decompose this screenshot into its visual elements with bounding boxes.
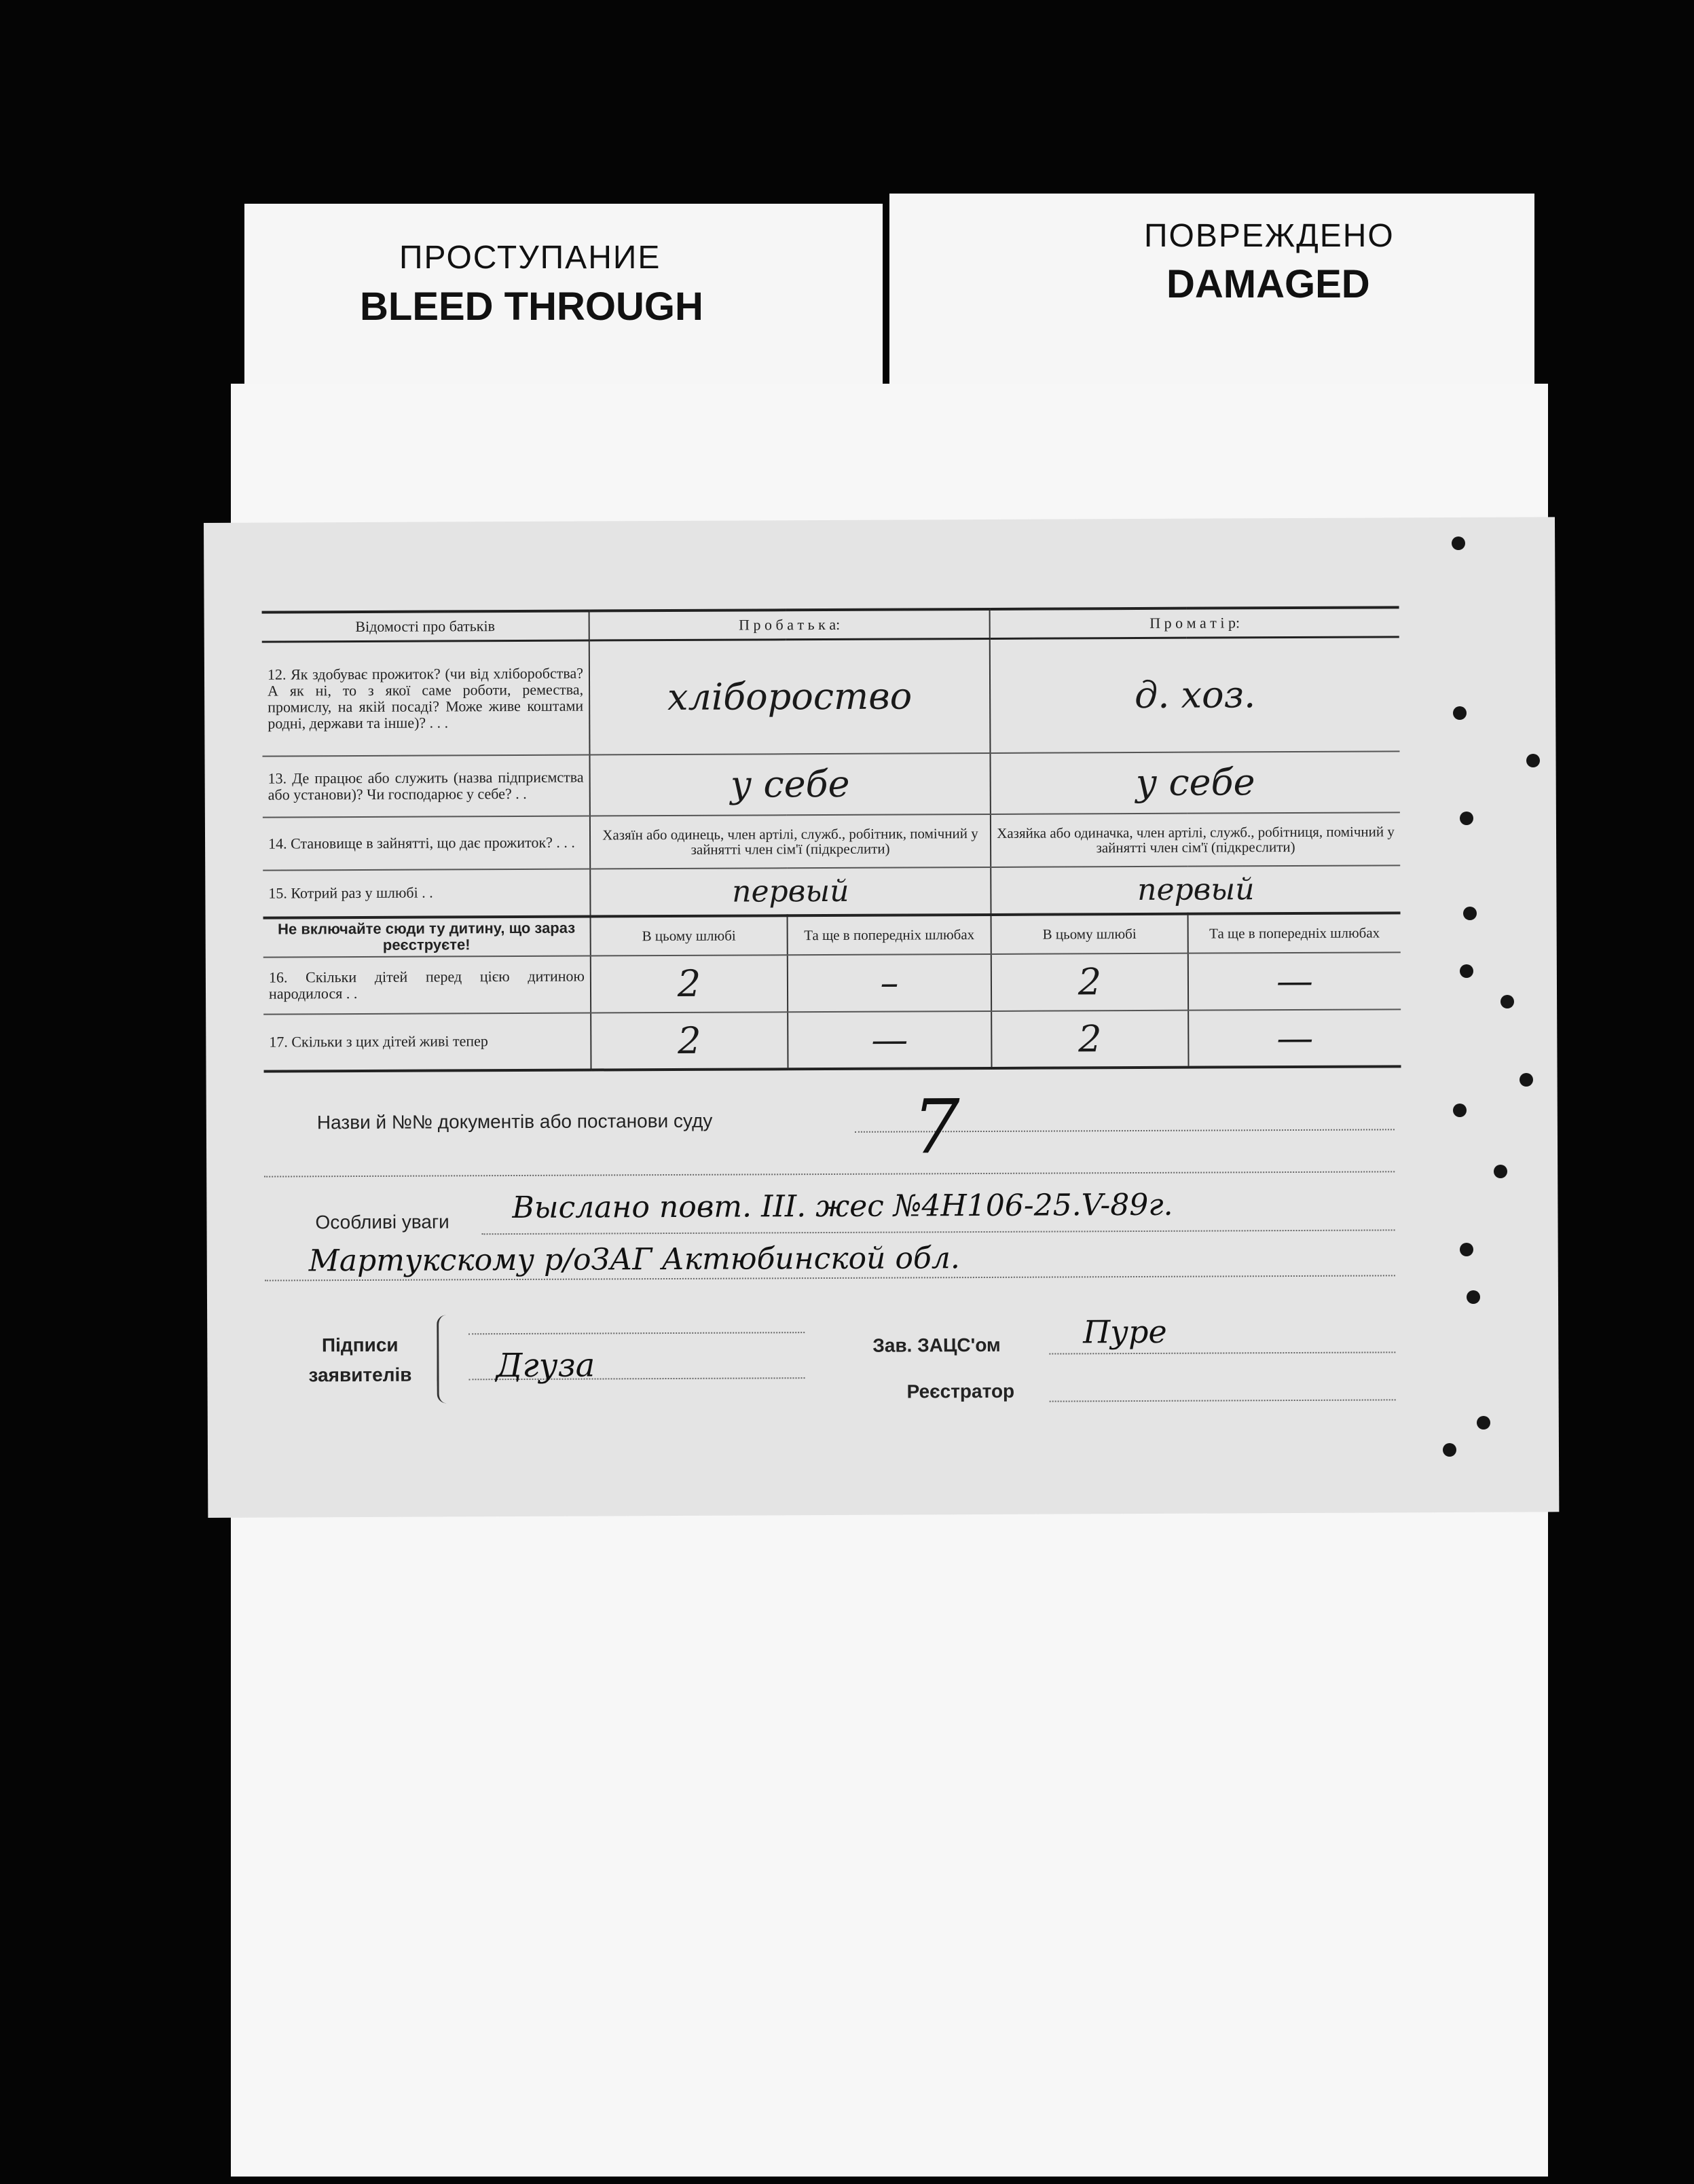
- damage-hole: [1453, 1104, 1467, 1117]
- father-in-prev-marriages-header: Та ще в попередніх шлюбах: [788, 914, 991, 954]
- header-father: П р о б а т ь к а:: [589, 609, 990, 640]
- damage-hole: [1463, 907, 1477, 920]
- q15-label: 15. Котрий раз у шлюбі . .: [263, 869, 590, 917]
- notes-line2: Мартукскому р/оЗАГ Актюбинской обл.: [308, 1241, 960, 1279]
- damage-hole: [1460, 964, 1473, 978]
- q13-label: 13. Де працює або служить (назва підприємства або установи)? Чи господарює у себе? . .: [262, 754, 589, 817]
- damaged-label-sheet: [889, 194, 1534, 397]
- table-header-row: [262, 607, 1399, 642]
- damage-hole: [1477, 1416, 1490, 1430]
- q15-mother: первый: [991, 865, 1400, 915]
- q17-father-this: 2: [591, 1012, 788, 1070]
- damage-hole: [1452, 536, 1465, 550]
- q16-mother-this: 2: [991, 953, 1188, 1011]
- table-row: [262, 637, 1400, 756]
- applicant-signature: Дгуза: [496, 1346, 595, 1385]
- registrar-label: Реєстратор: [906, 1380, 1015, 1402]
- father-in-this-marriage-header: В цьому шлюбі: [591, 915, 788, 956]
- damaged-label-en: DAMAGED: [1166, 262, 1370, 306]
- table-row: [262, 751, 1399, 817]
- q16-father-prev: –: [788, 953, 991, 1011]
- header-parents-info: Відомості про батьків: [262, 611, 589, 642]
- head-sig-line: [1049, 1351, 1395, 1354]
- q12-father: хлібороство: [589, 638, 991, 754]
- q12-label: 12. Як здобуває прожиток? (чи від хліборобства? А як ні, то з якої саме роботи, ремества, промислу, на якій посаді? Може живе коштами родні, держави та інше)? . . .: [262, 640, 590, 756]
- head-signature: Пуре: [1083, 1313, 1167, 1351]
- documents-label: Назви й №№ документів або постанови суду: [316, 1110, 713, 1133]
- note-label: Не включайте сюди ту дитину, що зараз реєструєте!: [263, 916, 591, 957]
- q15-father: первый: [590, 867, 991, 916]
- damage-hole: [1526, 754, 1540, 767]
- notes-label: Особливі уваги: [315, 1211, 449, 1233]
- table-row: [263, 812, 1400, 870]
- q17-mother-prev: —: [1188, 1009, 1401, 1067]
- form-card: [204, 517, 1559, 1518]
- notes-line: [482, 1229, 1395, 1235]
- q13-father: у себе: [589, 752, 990, 816]
- damaged-label-ru: ПОВРЕЖДЕНО: [1144, 218, 1395, 254]
- table-row: [263, 913, 1401, 957]
- mother-in-this-marriage-header: В цьому шлюбі: [991, 913, 1188, 953]
- parents-info-table: [262, 606, 1401, 1072]
- bleed-through-label-sheet: [244, 204, 883, 401]
- damage-hole: [1467, 1290, 1480, 1304]
- q14-label: 14. Становище в зайнятті, що дає прожиток? . . .: [263, 816, 590, 870]
- notes-line1: Выслано повт. III. жес №4Н106-25.V-89г.: [512, 1187, 1173, 1226]
- q14-mother: Хазяйка або одиначка, член артілі, служб., робітниця, помічний у зайнятті член сім'ї (підкреслити): [991, 812, 1400, 867]
- documents-line-2: [264, 1171, 1395, 1177]
- damage-hole: [1460, 1243, 1473, 1256]
- table-row: [263, 1009, 1401, 1071]
- applicants-brace: [437, 1315, 453, 1403]
- q14-father: Хазяїн або одинець, член артілі, служб., робітник, помічний у зайнятті член сім'ї (підкреслити): [590, 814, 991, 869]
- q12-mother: д. хоз.: [990, 637, 1400, 753]
- applicants-signatures-label: Підписи заявителів: [308, 1334, 412, 1386]
- q16-label: 16. Скільки дітей перед цією дитиною народилося . .: [263, 956, 591, 1014]
- damage-hole: [1453, 706, 1467, 720]
- applicant-sig-line-1: [468, 1332, 805, 1334]
- registrar-sig-line: [1050, 1399, 1396, 1402]
- damage-hole: [1494, 1165, 1507, 1178]
- q16-father-this: 2: [591, 955, 788, 1013]
- head-zags-label: Зав. ЗАЦС'ом: [872, 1334, 1001, 1356]
- mother-in-prev-marriages-header: Та ще в попередніх шлюбах: [1188, 913, 1401, 953]
- q17-label: 17. Скільки з цих дітей живі тепер: [263, 1013, 591, 1071]
- bleed-through-label-en: BLEED THROUGH: [360, 285, 703, 329]
- q17-mother-this: 2: [991, 1010, 1188, 1068]
- damage-hole: [1520, 1073, 1533, 1087]
- documents-value: 7: [912, 1083, 961, 1171]
- q13-mother: у себе: [990, 751, 1399, 814]
- damage-hole: [1443, 1443, 1456, 1457]
- damage-hole: [1500, 995, 1514, 1008]
- bleed-through-label-ru: ПРОСТУПАНИЕ: [399, 240, 661, 276]
- q17-father-prev: —: [788, 1011, 991, 1068]
- header-mother: П р о м а т і р:: [990, 607, 1399, 638]
- q16-mother-prev: —: [1188, 952, 1401, 1010]
- table-row: [263, 952, 1401, 1014]
- damage-hole: [1460, 812, 1473, 825]
- table-row: [263, 865, 1400, 917]
